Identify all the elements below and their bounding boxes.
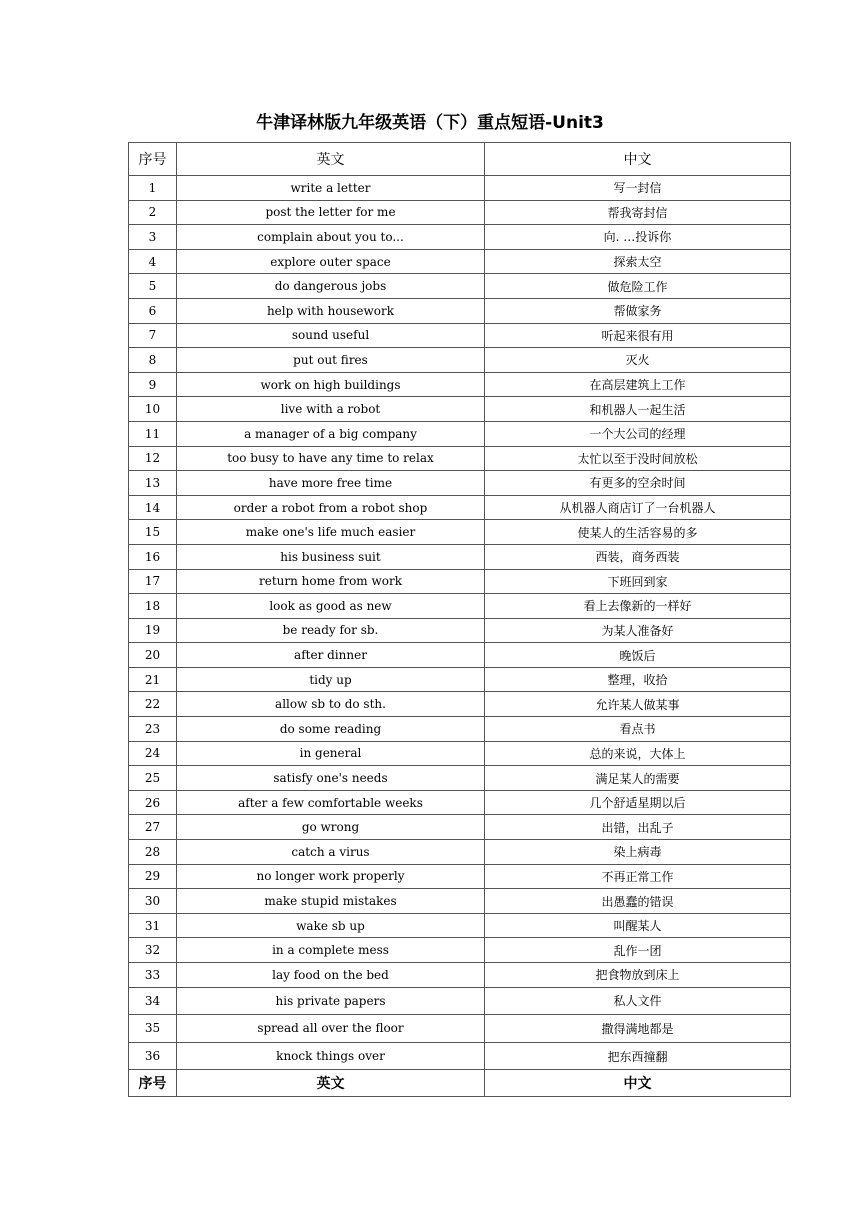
row-english: tidy up	[177, 667, 485, 692]
table-row	[129, 274, 791, 299]
table-row	[129, 864, 791, 889]
table-row	[129, 176, 791, 201]
row-chinese: 听起来很有用	[485, 323, 791, 348]
row-number: 8	[129, 348, 177, 373]
footer-english: 英文	[177, 1070, 485, 1097]
table-row	[129, 1015, 791, 1043]
row-english: put out fires	[177, 348, 485, 373]
row-number: 33	[129, 963, 177, 988]
header-number: 序号	[129, 143, 177, 176]
table-row	[129, 938, 791, 963]
table-row	[129, 889, 791, 914]
row-chinese: 几个舒适星期以后	[485, 790, 791, 815]
footer-number: 序号	[129, 1070, 177, 1097]
row-chinese: 允许某人做某事	[485, 692, 791, 717]
row-chinese: 出错，出乱子	[485, 815, 791, 840]
table-row	[129, 298, 791, 323]
table-footer-row	[129, 1070, 791, 1097]
row-english: in a complete mess	[177, 938, 485, 963]
row-chinese: 在高层建筑上工作	[485, 372, 791, 397]
table-row	[129, 815, 791, 840]
table-row	[129, 569, 791, 594]
row-number: 21	[129, 667, 177, 692]
table-row	[129, 397, 791, 422]
row-number: 29	[129, 864, 177, 889]
row-chinese: 向. …投诉你	[485, 225, 791, 250]
row-english: a manager of a big company	[177, 421, 485, 446]
row-number: 22	[129, 692, 177, 717]
row-chinese: 看点书	[485, 717, 791, 742]
row-english: do dangerous jobs	[177, 274, 485, 299]
row-english: after dinner	[177, 643, 485, 668]
table-row	[129, 520, 791, 545]
row-number: 32	[129, 938, 177, 963]
header-chinese: 中文	[485, 143, 791, 176]
row-chinese: 染上病毒	[485, 840, 791, 865]
row-chinese: 乱作一团	[485, 938, 791, 963]
row-english: allow sb to do sth.	[177, 692, 485, 717]
table-row	[129, 249, 791, 274]
row-number: 1	[129, 176, 177, 201]
table-row	[129, 692, 791, 717]
row-chinese: 探索太空	[485, 249, 791, 274]
row-chinese: 西装，商务西装	[485, 544, 791, 569]
row-english: catch a virus	[177, 840, 485, 865]
table-body	[129, 176, 791, 1070]
row-chinese: 为某人准备好	[485, 618, 791, 643]
row-english: make one's life much easier	[177, 520, 485, 545]
row-chinese: 把食物放到床上	[485, 963, 791, 988]
table-header-row	[129, 143, 791, 176]
row-number: 25	[129, 766, 177, 791]
row-number: 26	[129, 790, 177, 815]
table-row	[129, 594, 791, 619]
row-number: 7	[129, 323, 177, 348]
row-number: 15	[129, 520, 177, 545]
row-chinese: 写一封信	[485, 176, 791, 201]
table-row	[129, 225, 791, 250]
table-row	[129, 471, 791, 496]
row-number: 20	[129, 643, 177, 668]
table-row	[129, 348, 791, 373]
row-english: after a few comfortable weeks	[177, 790, 485, 815]
table-row	[129, 544, 791, 569]
row-english: satisfy one's needs	[177, 766, 485, 791]
table-row	[129, 790, 791, 815]
row-english: wake sb up	[177, 913, 485, 938]
row-number: 6	[129, 298, 177, 323]
row-chinese: 做危险工作	[485, 274, 791, 299]
row-english: his private papers	[177, 987, 485, 1015]
row-english: lay food on the bed	[177, 963, 485, 988]
row-english: look as good as new	[177, 594, 485, 619]
row-number: 27	[129, 815, 177, 840]
row-number: 14	[129, 495, 177, 520]
row-number: 34	[129, 987, 177, 1015]
row-number: 12	[129, 446, 177, 471]
row-number: 28	[129, 840, 177, 865]
table-row	[129, 372, 791, 397]
row-chinese: 下班回到家	[485, 569, 791, 594]
row-english: have more free time	[177, 471, 485, 496]
table-row	[129, 1042, 791, 1070]
table-row	[129, 766, 791, 791]
row-english: complain about you to...	[177, 225, 485, 250]
row-english: go wrong	[177, 815, 485, 840]
row-chinese: 使某人的生活容易的多	[485, 520, 791, 545]
table-row	[129, 643, 791, 668]
row-english: make stupid mistakes	[177, 889, 485, 914]
row-number: 19	[129, 618, 177, 643]
table-row	[129, 618, 791, 643]
row-number: 3	[129, 225, 177, 250]
row-chinese: 不再正常工作	[485, 864, 791, 889]
row-number: 35	[129, 1015, 177, 1043]
row-chinese: 看上去像新的一样好	[485, 594, 791, 619]
row-chinese: 灭火	[485, 348, 791, 373]
row-english: in general	[177, 741, 485, 766]
row-english: knock things over	[177, 1042, 485, 1070]
row-english: explore outer space	[177, 249, 485, 274]
row-number: 24	[129, 741, 177, 766]
row-chinese: 私人文件	[485, 987, 791, 1015]
row-english: no longer work properly	[177, 864, 485, 889]
table-row	[129, 840, 791, 865]
row-chinese: 和机器人一起生活	[485, 397, 791, 422]
row-chinese: 有更多的空余时间	[485, 471, 791, 496]
row-chinese: 把东西撞翻	[485, 1042, 791, 1070]
row-english: live with a robot	[177, 397, 485, 422]
row-number: 17	[129, 569, 177, 594]
row-english: do some reading	[177, 717, 485, 742]
row-number: 16	[129, 544, 177, 569]
row-english: spread all over the floor	[177, 1015, 485, 1043]
row-english: be ready for sb.	[177, 618, 485, 643]
row-number: 23	[129, 717, 177, 742]
row-chinese: 撒得满地都是	[485, 1015, 791, 1043]
footer-chinese: 中文	[485, 1070, 791, 1097]
row-number: 9	[129, 372, 177, 397]
row-number: 2	[129, 200, 177, 225]
row-chinese: 出愚蠢的错误	[485, 889, 791, 914]
row-english: return home from work	[177, 569, 485, 594]
table-row	[129, 741, 791, 766]
table-row	[129, 963, 791, 988]
row-chinese: 帮我寄封信	[485, 200, 791, 225]
row-number: 31	[129, 913, 177, 938]
row-english: work on high buildings	[177, 372, 485, 397]
row-chinese: 晚饭后	[485, 643, 791, 668]
row-english: post the letter for me	[177, 200, 485, 225]
header-english: 英文	[177, 143, 485, 176]
row-chinese: 总的来说，大体上	[485, 741, 791, 766]
row-number: 10	[129, 397, 177, 422]
row-english: order a robot from a robot shop	[177, 495, 485, 520]
table-row	[129, 495, 791, 520]
row-chinese: 帮做家务	[485, 298, 791, 323]
row-chinese: 整理，收拾	[485, 667, 791, 692]
row-number: 30	[129, 889, 177, 914]
row-english: help with housework	[177, 298, 485, 323]
row-english: his business suit	[177, 544, 485, 569]
row-english: write a letter	[177, 176, 485, 201]
row-chinese: 从机器人商店订了一台机器人	[485, 495, 791, 520]
table-row	[129, 717, 791, 742]
table-row	[129, 913, 791, 938]
table-row	[129, 446, 791, 471]
row-number: 11	[129, 421, 177, 446]
row-english: too busy to have any time to relax	[177, 446, 485, 471]
row-number: 5	[129, 274, 177, 299]
row-number: 36	[129, 1042, 177, 1070]
row-chinese: 叫醒某人	[485, 913, 791, 938]
row-chinese: 太忙以至于没时间放松	[485, 446, 791, 471]
table-row	[129, 987, 791, 1015]
phrase-table	[128, 142, 791, 1097]
row-number: 13	[129, 471, 177, 496]
table-row	[129, 421, 791, 446]
row-english: sound useful	[177, 323, 485, 348]
row-number: 4	[129, 249, 177, 274]
table-row	[129, 323, 791, 348]
table-row	[129, 667, 791, 692]
row-chinese: 一个大公司的经理	[485, 421, 791, 446]
row-number: 18	[129, 594, 177, 619]
row-chinese: 满足某人的需要	[485, 766, 791, 791]
document-title: 牛津译林版九年级英语（下）重点短语-Unit3	[256, 113, 604, 133]
table-row	[129, 200, 791, 225]
